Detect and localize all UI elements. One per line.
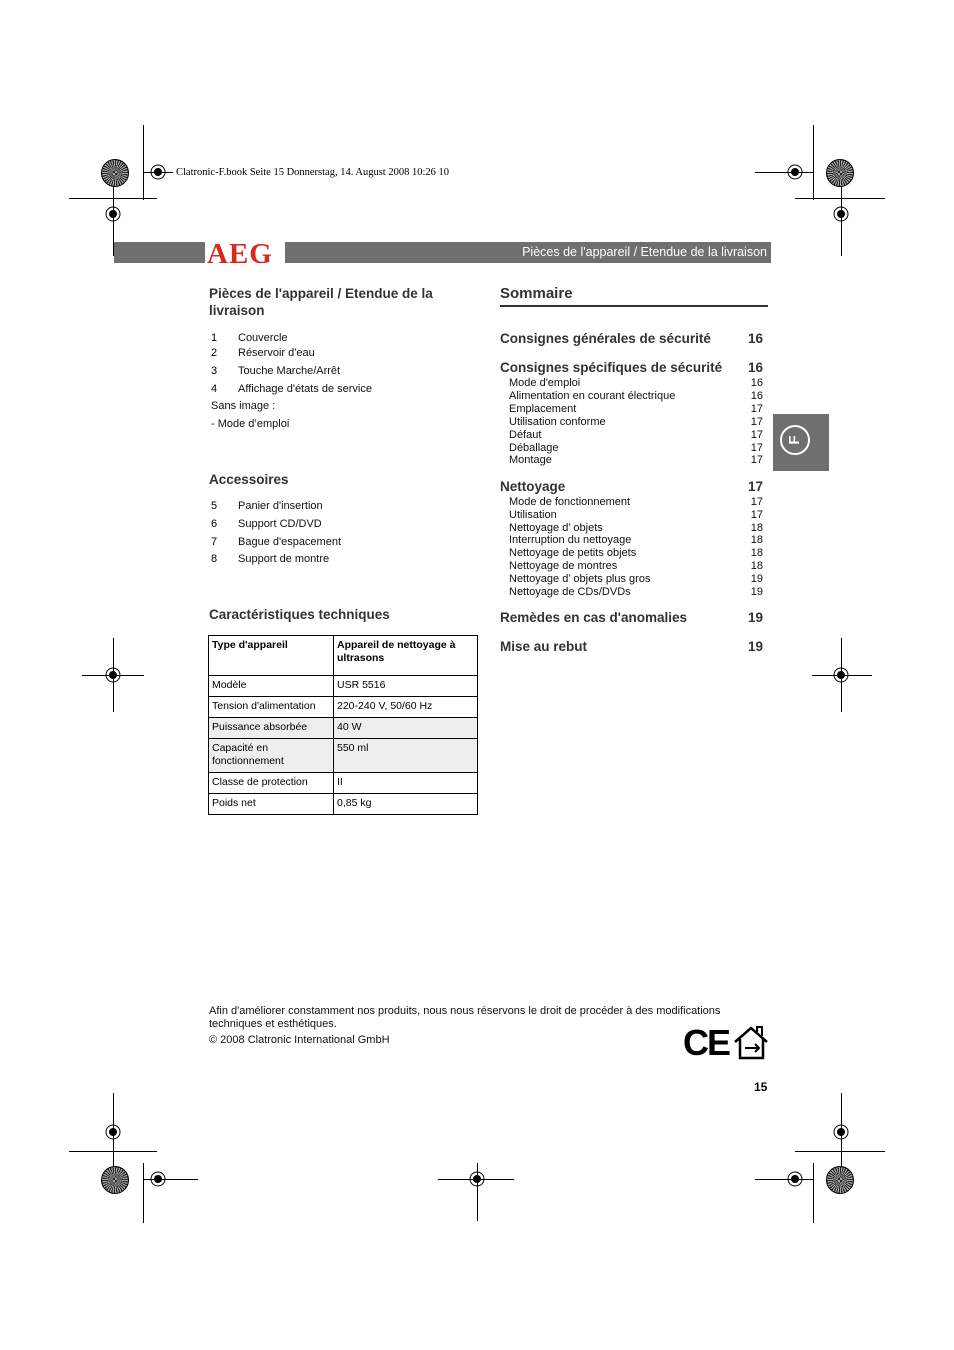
part-number: 3 xyxy=(211,365,218,377)
toc-page-number: 16 xyxy=(750,390,763,402)
toc-item-label: Nettoyage d’ objets xyxy=(509,522,603,534)
toc-page-number: 17 xyxy=(747,479,763,494)
toc-item-label: Défaut xyxy=(509,429,542,441)
spec-label: Capacité en fonctionnement xyxy=(209,739,334,773)
table-row xyxy=(209,718,478,739)
toc-page-number: 16 xyxy=(747,331,763,346)
toc-section-label: Consignes spécifiques de sécurité xyxy=(500,360,723,375)
part-label: Couvercle xyxy=(238,332,288,344)
without-image-label: Sans image : xyxy=(211,400,276,412)
toc-page-number: 17 xyxy=(750,403,763,415)
spec-value: 220-240 V, 50/60 Hz xyxy=(334,697,478,718)
toc-item[interactable] xyxy=(509,377,763,390)
ce-mark-icon: CE xyxy=(683,1022,730,1063)
toc-page-number: 17 xyxy=(750,429,763,441)
crosshair-icon xyxy=(148,1169,168,1189)
crosshair-icon xyxy=(831,204,851,224)
accessory-label: Bague d'espacement xyxy=(238,536,342,548)
spec-label: Modèle xyxy=(209,676,334,697)
toc-item-label: Mode de fonctionnement xyxy=(509,496,631,508)
toc-page-number: 18 xyxy=(750,534,763,546)
toc-item-label: Nettoyage de montres xyxy=(509,560,618,572)
toc-page-number: 17 xyxy=(750,454,763,466)
spec-label: Classe de protection xyxy=(209,773,334,794)
registration-star-icon xyxy=(101,159,129,187)
toc-item-label: Utilisation conforme xyxy=(509,416,606,428)
toc-item[interactable] xyxy=(509,496,763,509)
accessory-number: 6 xyxy=(211,518,218,530)
part-label: Réservoir d'eau xyxy=(238,347,315,359)
crosshair-icon xyxy=(103,665,123,685)
toc-section-label: Nettoyage xyxy=(500,479,566,494)
spec-label: Poids net xyxy=(209,794,334,815)
registration-star-icon xyxy=(826,159,854,187)
table-row xyxy=(209,739,478,773)
part-label: Affichage d'états de service xyxy=(238,383,372,395)
toc-item[interactable] xyxy=(509,534,763,547)
toc-section[interactable] xyxy=(500,331,763,346)
crosshair-icon xyxy=(831,1122,851,1142)
table-row xyxy=(209,697,478,718)
toc-page-number: 17 xyxy=(750,442,763,454)
toc-item-label: Alimentation en courant électrique xyxy=(509,390,676,402)
spec-label: Type d'appareil xyxy=(209,636,334,676)
toc-item[interactable] xyxy=(509,454,763,467)
toc-item[interactable] xyxy=(509,390,763,403)
toc-item[interactable] xyxy=(509,560,763,573)
page-number: 15 xyxy=(754,1080,768,1094)
crosshair-icon xyxy=(148,162,168,182)
crosshair-icon xyxy=(785,162,805,182)
footer-copyright: © 2008 Clatronic International GmbH xyxy=(209,1034,390,1046)
specs-table xyxy=(208,635,478,815)
spec-label: Tension d'alimentation xyxy=(209,697,334,718)
toc-divider xyxy=(500,305,768,307)
toc-item[interactable] xyxy=(509,586,763,599)
toc-page-number: 17 xyxy=(750,509,763,521)
toc-page-number: 19 xyxy=(750,573,763,585)
parts-heading: Pièces de l'appareil / Etendue de la livraison xyxy=(209,286,433,318)
registration-star-icon xyxy=(101,1166,129,1194)
toc-page-number: 18 xyxy=(750,547,763,559)
accessory-number: 5 xyxy=(211,500,218,512)
toc-section-label: Mise au rebut xyxy=(500,639,588,654)
toc-section-label: Remèdes en cas d'anomalies xyxy=(500,610,688,625)
toc-item-label: Nettoyage d’ objets plus gros xyxy=(509,573,651,585)
crosshair-icon xyxy=(831,665,851,685)
table-row xyxy=(209,636,478,676)
toc-page-number: 18 xyxy=(750,522,763,534)
spec-value: 550 ml xyxy=(334,739,478,773)
crosshair-icon xyxy=(785,1169,805,1189)
toc-item[interactable] xyxy=(509,573,763,586)
toc-item[interactable] xyxy=(509,547,763,560)
toc-page-number: 17 xyxy=(750,416,763,428)
toc-item-label: Déballage xyxy=(509,442,559,454)
part-number: 1 xyxy=(211,332,218,344)
brand-logo: AEG xyxy=(207,238,273,270)
footer-notice: Afin d'améliorer constamment nos produits, nous nous réservons le droit de procéder à des modifications techniques et esthétiques. xyxy=(209,1005,721,1030)
registration-star-icon xyxy=(826,1166,854,1194)
toc-item-label: Nettoyage de CDs/DVDs xyxy=(509,586,631,598)
accessory-number: 8 xyxy=(211,553,218,565)
crosshair-icon xyxy=(103,204,123,224)
crosshair-icon xyxy=(103,1122,123,1142)
toc-section[interactable] xyxy=(500,610,763,625)
toc-section-label: Consignes générales de sécurité xyxy=(500,331,711,346)
table-row xyxy=(209,773,478,794)
indoor-use-house-icon xyxy=(733,1026,769,1060)
spec-value: USR 5516 xyxy=(334,676,478,697)
print-info-line: Clatronic-F.book Seite 15 Donnerstag, 14. August 2008 10:26 10 xyxy=(176,167,450,178)
toc-page-number: 19 xyxy=(750,586,763,598)
part-number: 2 xyxy=(211,347,218,359)
accessory-label: Support de montre xyxy=(238,553,330,565)
toc-page-number: 17 xyxy=(750,496,763,508)
spec-label: Puissance absorbée xyxy=(209,718,334,739)
toc-item-label: Utilisation xyxy=(509,509,557,521)
language-letter: F xyxy=(786,435,803,445)
accessory-number: 7 xyxy=(211,536,218,548)
toc-title: Sommaire xyxy=(500,285,573,302)
toc-page-number: 16 xyxy=(750,377,763,389)
toc-page-number: 19 xyxy=(747,610,763,625)
toc-section[interactable] xyxy=(500,639,763,654)
toc-item[interactable] xyxy=(509,416,763,429)
specs-heading: Caractéristiques techniques xyxy=(209,607,390,622)
toc-item[interactable] xyxy=(509,509,763,522)
toc-section[interactable] xyxy=(500,360,763,375)
toc-page-number: 19 xyxy=(747,639,763,654)
part-number: 4 xyxy=(211,383,218,395)
spec-value: Appareil de nettoyage à ultrasons xyxy=(334,636,478,676)
part-label: Touche Marche/Arrêt xyxy=(238,365,341,377)
toc-item[interactable] xyxy=(509,403,763,416)
toc-item-label: Montage xyxy=(509,454,552,466)
accessories-heading: Accessoires xyxy=(209,472,289,487)
toc-page-number: 16 xyxy=(747,360,763,375)
toc-item[interactable] xyxy=(509,429,763,442)
accessory-label: Support CD/DVD xyxy=(238,518,322,530)
manual-item: - Mode d’emploi xyxy=(211,418,290,430)
table-row xyxy=(209,794,478,815)
toc-section[interactable] xyxy=(500,479,763,494)
table-row xyxy=(209,676,478,697)
toc-item-label: Mode d'emploi xyxy=(509,377,581,389)
spec-value: II xyxy=(334,773,478,794)
crosshair-icon xyxy=(467,1169,487,1189)
spec-value: 0,85 kg xyxy=(334,794,478,815)
toc-item-label: Nettoyage de petits objets xyxy=(509,547,637,559)
accessory-label: Panier d'insertion xyxy=(238,500,323,512)
toc-item-label: Interruption du nettoyage xyxy=(509,534,632,546)
toc-item-label: Emplacement xyxy=(509,403,577,415)
header-title: Pièces de l'appareil / Etendue de la livraison xyxy=(522,245,767,259)
toc-page-number: 18 xyxy=(750,560,763,572)
spec-value: 40 W xyxy=(334,718,478,739)
